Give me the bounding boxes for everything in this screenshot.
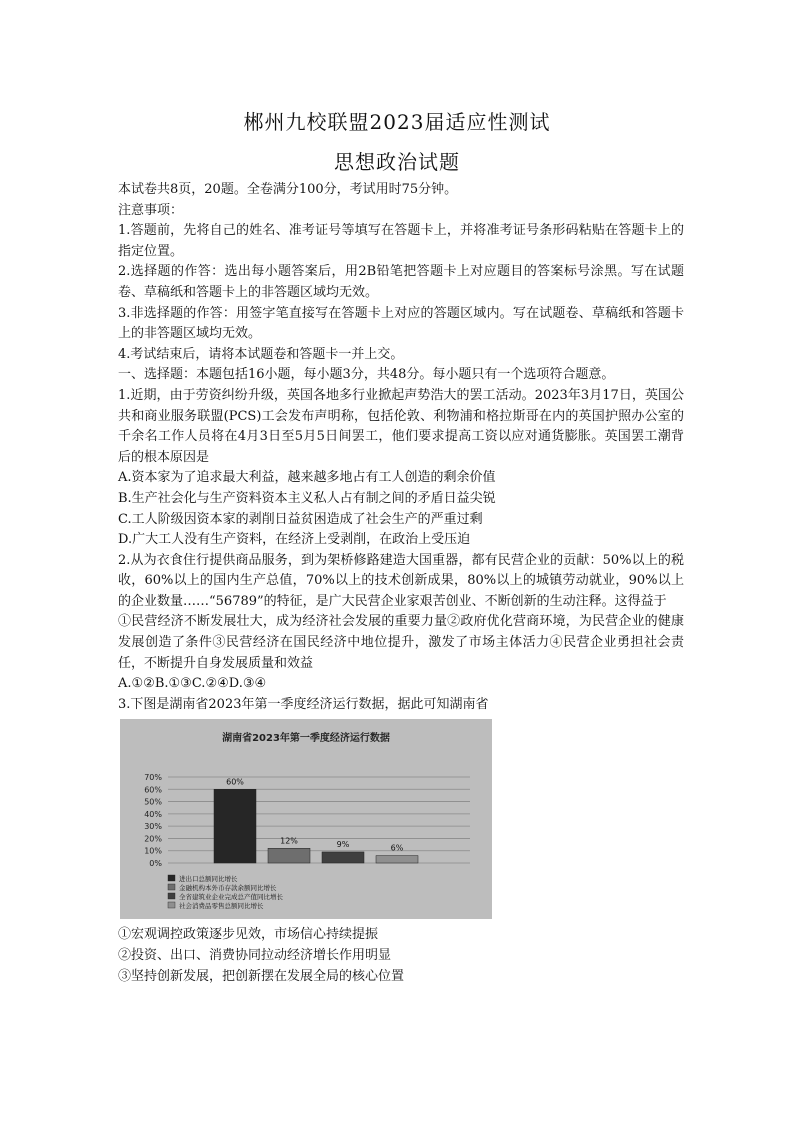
chart-bar — [214, 790, 256, 864]
question-2-statements: ①民营经济不断发展壮大，成为经济社会发展的重要力量②政府优化营商环境，为民营企业的健康发展创造了条件③民营经济在国民经济中地位提升，激发了市场主体活力④民营企业勇担社会责任，不断提升自身发展质量和效益 — [118, 614, 684, 671]
exam-title: 郴州九校联盟2023届适应性测试 — [243, 110, 551, 134]
notice-item: 2.选择题的作答：选出每小题答案后，用2B铅笔把答题卡上对应题目的答案标号涂黑。写在试题卷、草稿纸和答题卡上的非答题区域均无效。 — [118, 264, 684, 300]
chart-bar — [322, 852, 364, 863]
chart-data-label: 9% — [336, 840, 350, 850]
chart-legend-swatch — [168, 902, 175, 908]
chart-y-tick-label: 60% — [144, 785, 162, 795]
question-3-statement: ①宏观调控政策逐步见效，市场信心持续提振 — [118, 927, 379, 943]
chart-data-label: 6% — [390, 844, 404, 854]
chart-svg — [120, 719, 492, 919]
chart-legend-swatch — [168, 893, 175, 899]
notice-item: 3.非选择题的作答：用签字笔直接写在答题卡上对应的答题区域内。写在试题卷、草稿纸和答题卡上的非答题区域均无效。 — [118, 305, 684, 342]
question-1-option-b: B.生产社会化与生产资料资本主义私人占有制之间的矛盾日益尖锐 — [118, 490, 496, 506]
chart-bar — [376, 856, 418, 863]
subject-title: 思想政治试题 — [334, 150, 460, 174]
question-1-option-a: A.资本家为了追求最大利益，越来越多地占有工人创造的剩余价值 — [118, 470, 496, 486]
chart-y-tick-label: 10% — [144, 847, 162, 857]
chart-y-tick-label: 30% — [144, 822, 162, 832]
question-3-statement: ②投资、出口、消费协同拉动经济增长作用明显 — [118, 948, 392, 964]
chart-bar — [268, 849, 310, 864]
section-heading: 一、选择题：本题包括16小题，每小题3分，共48分。每小题只有一个选项符合题意。 — [118, 367, 615, 383]
chart-legend-swatch — [168, 875, 175, 881]
chart-legend-label: 全省建筑业企业完成总产值同比增长 — [179, 893, 283, 902]
chart-legend-swatch — [168, 884, 175, 890]
notice-item: 1.答题前，先将自己的姓名、准考证号等填写在答题卡上，并将准考证号条形码粘贴在答题卡上的指定位置。 — [118, 223, 684, 259]
intro-text: 本试卷共8页，20题。全卷满分100分，考试用时75分钟。 — [118, 182, 458, 197]
chart-y-tick-label: 50% — [144, 798, 162, 808]
chart-data-label: 12% — [280, 836, 298, 846]
chart-data-label: 60% — [226, 777, 244, 787]
chart-title: 湖南省2023年第一季度经济运行数据 — [222, 733, 390, 745]
question-3-stem: 3.下图是湖南省2023年第一季度经济运行数据，据此可知湖南省 — [118, 696, 489, 712]
question-2-stem: 2.从为衣食住行提供商品服务，到为架桥修路建造大国重器，都有民营企业的贡献：50%以上的税收，60%以上的国内生产总值，70%以上的技术创新成果，80%以上的城镇劳动就业，90%以上的企业数量……“56789”的特征，是广大民营企业家艰苦创业、不断创新的生动注释。这得益于 — [118, 552, 684, 609]
notice-heading: 注意事项： — [118, 202, 184, 218]
exam-body — [118, 180, 684, 987]
question-3-statement: ③坚持创新发展，把创新摆在发展全局的核心位置 — [118, 968, 405, 984]
question-1-option-c: C.工人阶级因资本家的剥削日益贫困造成了社会生产的严重过剩 — [118, 511, 483, 527]
chart-y-tick-label: 20% — [144, 834, 162, 844]
economic-data-chart — [120, 719, 492, 919]
question-2-options: A.①②B.①③C.②④D.③④ — [118, 676, 267, 692]
chart-y-tick-label: 0% — [149, 859, 162, 869]
chart-legend-label: 金融机构本外币存款余额同比增长 — [179, 884, 277, 893]
chart-y-tick-label: 70% — [144, 773, 162, 783]
question-1-stem: 1.近期，由于劳资纠纷升级，英国各地多行业掀起声势浩大的罢工活动。2023年3月17日，英国公共和商业服务联盟(PCS)工会发布声明称，包括伦敦、利物浦和格拉斯哥在内的英国护照办公室的千余名工作人员将在4月3日至5月5日间罢工，他们要求提高工资以应对通货膨胀。英国罢工潮背后的根本原因是 — [118, 387, 684, 465]
notice-item: 4.考试结束后，请将本试题卷和答题卡一并上交。 — [118, 346, 404, 362]
chart-y-tick-label: 40% — [144, 810, 162, 820]
chart-legend-label: 进出口总额同比增长 — [179, 875, 238, 884]
chart-legend-label: 社会消费品零售总额同比增长 — [179, 902, 264, 911]
question-1-option-d: D.广大工人没有生产资料，在经济上受剥削，在政治上受压迫 — [118, 532, 471, 548]
